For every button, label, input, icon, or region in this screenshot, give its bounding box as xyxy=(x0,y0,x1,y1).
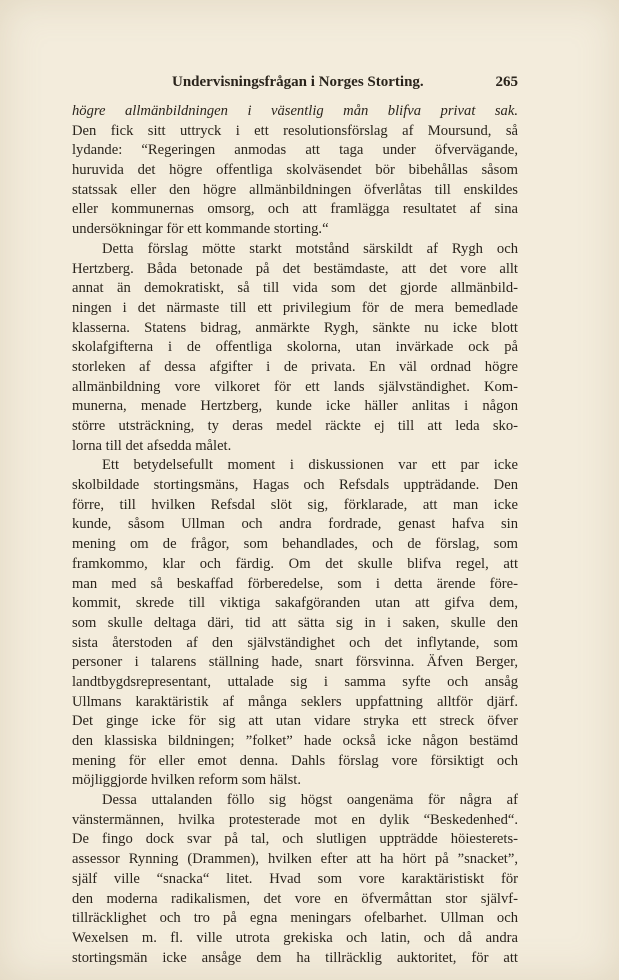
text-line: förre, till hvilken Refsdal slöt sig, förklarade, att man icke xyxy=(72,496,518,513)
text-line: sista återstoden af den självständighet och det inflytande, som xyxy=(72,634,518,651)
text-line: Ullmans karaktäristik af många seklers uppfattning alltför djärf. xyxy=(72,693,518,710)
text-line: annat än demokratiskt, så till vida som det gjorde allmänbild- xyxy=(72,280,518,297)
text-line: Den fick sitt uttryck i ett resolutionsförslag af Moursund, så xyxy=(72,122,518,139)
text-line: större utsträckning, ty deras medel räckte ej till att leda sko- xyxy=(72,418,518,434)
text-line: munerna, menade Hertzberg, kunde icke häller anlitas i någon xyxy=(72,398,518,415)
text-line: möjliggjorde hvilken reform som hälst. xyxy=(72,772,302,789)
text-line: klasserna. Statens bidrag, anmärkte Rygh, sänkte nu icke blott xyxy=(72,319,518,336)
text-line: själf ville “snacka“ litet. Hvad som vore karaktäristiskt för xyxy=(72,870,518,887)
text-line: De fingo dock svar på tal, och slutligen uppträdde höiesterets- xyxy=(72,831,518,848)
text-line: skolafgifterna i de offentliga skolorna, utan invärkade ock på xyxy=(72,339,518,356)
text-line: kunde, såsom Ullman och andra fordrade, genast hafva sin xyxy=(72,516,518,533)
text-line: tillräcklighet och tro på egna meningars ofelbarhet. Ullman och xyxy=(72,910,518,927)
text-line: lydande: “Regeringen anmodas att taga under öfvervägande, xyxy=(72,142,518,159)
text-line: stortingsmän icke ansåge dem ha tillräcklig auktoritet, för att xyxy=(72,949,518,966)
text-line: ningen i det närmaste till ett privilegium för de mera bemedlade xyxy=(72,299,518,316)
text-line: personer i talarens ställning hade, snart försvinna. Äfven Berger, xyxy=(72,654,518,671)
text-line: högre allmänbildningen i väsentlig mån blifva privat sak. xyxy=(72,103,518,119)
text-line: Wexelsen m. fl. ville utrota grekiska och latin, och då andra xyxy=(72,929,518,946)
text-line: vänstermännen, hvilka protesterade mot en dylik “Beskedenhed“. xyxy=(72,811,518,828)
body-text xyxy=(72,102,518,968)
page-number: 265 xyxy=(495,74,518,90)
text-line: Det ginge icke för sig att utan vidare stryka ett streck öfver xyxy=(72,713,518,730)
text-line: mening om de frågor, som behandlades, och de förslag, som xyxy=(72,536,518,553)
text-line: lorna till det afsedda målet. xyxy=(72,437,232,454)
text-line: man med så beskaffad förberedelse, som i detta ärende före- xyxy=(72,575,518,592)
text-line: undersökningar för ett kommande storting.“ xyxy=(72,221,329,238)
text-line: assessor Rynning (Drammen), hvilken efter att ha hört på ”snacket”, xyxy=(72,851,518,868)
text-line: som skulle deltaga däri, tid att sätta sig in i saken, skulle den xyxy=(72,614,518,631)
text-line: storleken af dessa afgifter i de privata. En väl ordnad högre xyxy=(72,358,518,375)
text-line: huruvida det högre offentliga skolväsendet bör bibehållas såsom xyxy=(72,162,518,179)
text-line: landtbygdsrepresentant, uttalade sig i samma syfte och ansåg xyxy=(72,673,518,690)
text-line: kommit, skrede till viktiga sakafgöranden utan att gifva dem, xyxy=(72,595,518,612)
text-line: eller kommunernas omsorg, och att framlägga resultatet af sina xyxy=(72,201,518,218)
running-title: Undervisningsfrågan i Norges Storting. xyxy=(172,74,424,90)
text-line: Dessa uttalanden föllo sig högst oangenäma för några af xyxy=(102,792,518,809)
text-line: den moderna radikalismen, det vore en öfvermåttan stor självf- xyxy=(72,890,518,907)
text-line: mening för eller emot denna. Dahls förslag vore försiktigt och xyxy=(72,752,518,769)
text-line: Detta förslag mötte starkt motstånd särskildt af Rygh och xyxy=(102,240,518,257)
text-line: skolbildade stortingsmäns, Hagas och Refsdals uppträdande. Den xyxy=(72,477,518,494)
running-header xyxy=(72,74,518,96)
text-line: framkommo, klar och färdig. Om det skulle blifva regel, att xyxy=(72,555,518,572)
text-line: den klassiska bildningen; ”folket” hade också icke någon bestämd xyxy=(72,733,518,749)
text-line: Hertzberg. Båda betonade på det bestämdaste, att det vore allt xyxy=(72,260,518,277)
text-line: Ett betydelsefullt moment i diskussionen var ett par icke xyxy=(102,457,518,474)
text-line: allmänbildning vore vilkoret för ett lands självständighet. Kom- xyxy=(72,378,518,395)
text-line: statssak eller den högre allmänbildningen öfverlåtas till enskildes xyxy=(72,181,518,198)
